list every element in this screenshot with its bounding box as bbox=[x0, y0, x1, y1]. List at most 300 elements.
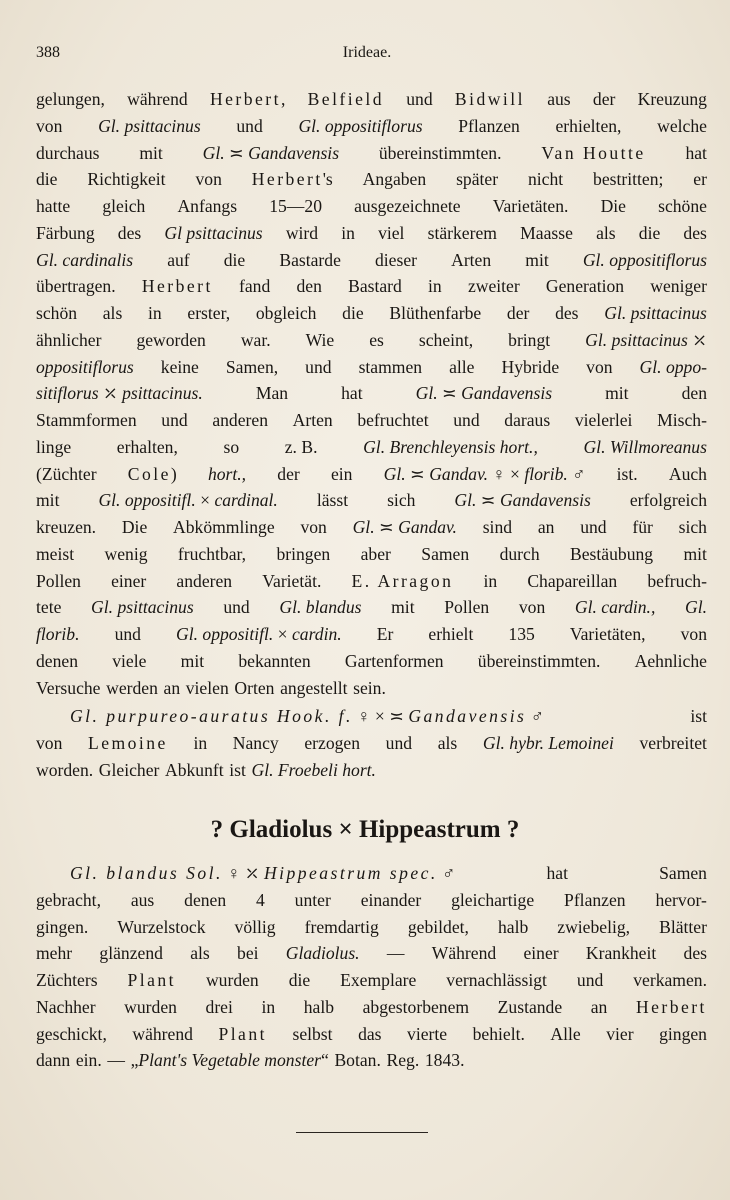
word: Bastarde bbox=[279, 249, 341, 270]
word: verkamen. bbox=[633, 970, 707, 990]
word: anderen bbox=[176, 570, 233, 591]
word: Gl. psittacinus bbox=[91, 597, 194, 618]
word: und bbox=[580, 517, 607, 537]
word: mit bbox=[683, 543, 707, 564]
word: — bbox=[107, 1050, 125, 1071]
word: Nachher bbox=[36, 996, 96, 1017]
word: Gl. psittacinus bbox=[98, 115, 201, 136]
word: schön bbox=[36, 303, 78, 323]
word: glänzend bbox=[99, 943, 163, 964]
word: Botan. bbox=[334, 1050, 381, 1071]
word: als bbox=[190, 943, 210, 964]
word: befruch- bbox=[647, 570, 707, 591]
text-line bbox=[36, 1047, 707, 1074]
word: stärkerem bbox=[427, 222, 497, 243]
word: kreuzen. bbox=[36, 517, 97, 537]
word: Herbert, bbox=[209, 89, 286, 109]
word: Plant bbox=[127, 970, 177, 990]
word: völlig bbox=[234, 916, 276, 937]
word: übertragen. bbox=[36, 276, 116, 297]
word: erzogen bbox=[304, 733, 361, 753]
word: Krankheit bbox=[585, 943, 657, 964]
word: von bbox=[300, 517, 327, 537]
word: werden bbox=[106, 677, 158, 698]
text-line bbox=[36, 166, 707, 193]
word: Aehnliche bbox=[634, 650, 707, 671]
word: Gladiolus. bbox=[285, 943, 360, 964]
word: ein. bbox=[75, 1050, 102, 1071]
word: Gl. blandus Sol. ♀ ⤫ Hippeastrum spec. ♂ bbox=[70, 863, 456, 883]
word: Plant bbox=[218, 1023, 267, 1044]
word: Gl. hybr. Lemoinei bbox=[482, 733, 614, 753]
word: 15—20 bbox=[269, 196, 322, 216]
running-title: Irideae. bbox=[342, 44, 392, 61]
word: Gl. ≍ Gandavensis bbox=[415, 383, 553, 404]
word: übereinstimmten. bbox=[477, 650, 601, 671]
word: dieser bbox=[375, 249, 418, 270]
text-line bbox=[36, 541, 707, 568]
word: keine bbox=[160, 356, 199, 377]
word: Anfangs bbox=[177, 196, 238, 216]
word: hat bbox=[685, 142, 707, 163]
word: Pollen bbox=[444, 597, 490, 618]
word: florib. bbox=[36, 624, 80, 644]
word: an bbox=[590, 996, 608, 1017]
word: Samen bbox=[659, 863, 707, 883]
word: geschickt, bbox=[36, 1023, 107, 1044]
word: der bbox=[277, 463, 300, 484]
word: Gl. cardinalis bbox=[36, 249, 134, 270]
word: „Plant's Vegetable monster“ bbox=[130, 1050, 329, 1071]
word: von bbox=[586, 356, 613, 377]
word: erster, bbox=[187, 303, 231, 323]
section-heading: ? Gladiolus × Hippeastrum ? bbox=[210, 816, 520, 843]
word: Bidwill bbox=[454, 89, 525, 109]
word: Gl. oppo- bbox=[639, 356, 707, 377]
word: sind bbox=[482, 517, 513, 537]
text-line bbox=[36, 1021, 707, 1048]
text-line bbox=[36, 594, 707, 621]
text-line bbox=[36, 380, 707, 407]
word: gebracht, bbox=[36, 889, 101, 910]
word: mit bbox=[180, 650, 205, 671]
word: Chapareillan bbox=[527, 570, 618, 591]
word: Gleicher bbox=[98, 759, 160, 780]
word: vielerlei bbox=[574, 410, 633, 430]
word: bestritten; bbox=[593, 169, 664, 190]
word: gingen. bbox=[36, 916, 89, 937]
word: denen bbox=[36, 650, 79, 671]
text-line bbox=[36, 887, 707, 914]
text-line bbox=[36, 247, 707, 274]
word: Gl. ≍ Gandavensis bbox=[454, 490, 591, 511]
word: Er bbox=[376, 624, 394, 644]
text-line bbox=[36, 568, 707, 595]
word: übereinstimmten. bbox=[378, 142, 502, 163]
word: ist. bbox=[616, 463, 638, 484]
word: stammen bbox=[358, 356, 423, 377]
word: an bbox=[537, 517, 555, 537]
text-line bbox=[36, 675, 707, 702]
word: die bbox=[288, 970, 311, 990]
word: aus bbox=[130, 889, 155, 910]
word: die bbox=[638, 222, 661, 243]
word: hort., bbox=[207, 463, 247, 484]
word: Blätter bbox=[659, 916, 707, 937]
paragraph-2 bbox=[36, 703, 707, 783]
word: und bbox=[406, 89, 433, 109]
word: sich bbox=[678, 517, 707, 537]
word: hat bbox=[341, 383, 363, 404]
word: behielt. bbox=[472, 1023, 525, 1044]
word: Abkömmlinge bbox=[173, 517, 275, 537]
word: Generation bbox=[545, 276, 625, 297]
word: Blüthenfarbe bbox=[389, 303, 482, 323]
word: ausgezeichnete bbox=[354, 196, 461, 216]
word: einer bbox=[111, 570, 147, 591]
word: bekannten bbox=[238, 650, 311, 671]
word: Stammformen bbox=[36, 410, 137, 430]
word: später bbox=[456, 169, 499, 190]
word: daraus bbox=[504, 410, 551, 430]
word: während bbox=[132, 1023, 193, 1044]
word: Gl. Brenchleyensis hort., bbox=[363, 436, 538, 457]
word: scheint, bbox=[418, 329, 474, 350]
text-line bbox=[36, 487, 707, 514]
word: mehr bbox=[36, 943, 73, 964]
word: Gartenformen bbox=[344, 650, 444, 671]
word: aus bbox=[547, 89, 571, 109]
text-line bbox=[36, 140, 707, 167]
word: der bbox=[506, 303, 530, 323]
text-line bbox=[36, 703, 707, 730]
word: in bbox=[428, 276, 442, 297]
word: anderen bbox=[212, 410, 268, 430]
word: Bestäubung bbox=[570, 543, 654, 564]
word: Man bbox=[255, 383, 289, 404]
word: für bbox=[632, 517, 653, 537]
word: Herbert's bbox=[251, 169, 333, 190]
word: hatte bbox=[36, 196, 71, 216]
word: selbst bbox=[292, 1023, 333, 1044]
word: Arten bbox=[451, 249, 492, 270]
word: welche bbox=[657, 115, 707, 136]
word: fremdartig bbox=[304, 916, 379, 937]
word: Abkunft bbox=[165, 759, 224, 780]
word: denen bbox=[184, 889, 227, 910]
word: Während bbox=[431, 943, 497, 964]
word: und bbox=[385, 733, 413, 753]
word: es bbox=[369, 329, 384, 350]
section-text bbox=[36, 860, 707, 1074]
word: mit bbox=[139, 142, 163, 163]
word: einander bbox=[360, 889, 422, 910]
word: als bbox=[437, 733, 458, 753]
word: Zustande bbox=[497, 996, 563, 1017]
word: in bbox=[341, 222, 355, 243]
word: und bbox=[161, 410, 188, 430]
word: hat bbox=[546, 863, 568, 883]
word: mit bbox=[391, 597, 415, 618]
word: durchaus bbox=[36, 142, 100, 163]
word: Gl. oppositifl. × cardinal. bbox=[98, 490, 278, 511]
word: viel bbox=[378, 222, 405, 243]
word: als bbox=[102, 303, 123, 323]
word: Belfield bbox=[307, 89, 384, 109]
text-line bbox=[36, 220, 707, 247]
word: des bbox=[555, 303, 579, 323]
text-line bbox=[36, 354, 707, 381]
word: er bbox=[693, 169, 707, 190]
word: Samen, bbox=[225, 356, 279, 377]
word: Wurzelstock bbox=[117, 916, 206, 937]
word: in bbox=[148, 303, 162, 323]
word: durch bbox=[499, 543, 540, 564]
word: vielen bbox=[185, 677, 229, 698]
word: gelungen, bbox=[36, 89, 105, 109]
word: Varietäten. bbox=[492, 196, 569, 216]
word: zweiter bbox=[467, 276, 520, 297]
word: Orten bbox=[234, 677, 275, 698]
word: wird bbox=[285, 222, 319, 243]
word: mit bbox=[605, 383, 629, 404]
word: von bbox=[36, 733, 63, 753]
word: Hybride bbox=[501, 356, 560, 377]
word: unter bbox=[294, 889, 331, 910]
text-line bbox=[36, 193, 707, 220]
word: erhielten, bbox=[555, 115, 622, 136]
word: hervor- bbox=[655, 889, 707, 910]
word: und bbox=[576, 970, 604, 990]
word: ein bbox=[330, 463, 353, 484]
word: in bbox=[261, 996, 276, 1017]
word: Die bbox=[600, 196, 626, 216]
word: angestellt bbox=[280, 677, 348, 698]
word: Gl. bbox=[685, 597, 707, 618]
word: sein. bbox=[353, 677, 386, 698]
word: von bbox=[195, 169, 222, 190]
text-line bbox=[36, 940, 707, 967]
word: gingen bbox=[659, 1023, 707, 1044]
word: Herbert bbox=[635, 996, 707, 1017]
word: Van Houtte bbox=[541, 142, 646, 163]
word: vernachlässigt bbox=[446, 970, 547, 990]
word: fruchtbar, bbox=[177, 543, 247, 564]
page-number: 388 bbox=[36, 44, 60, 61]
word: E. Arragon bbox=[351, 570, 454, 591]
word: und bbox=[236, 115, 263, 136]
word: vier bbox=[606, 1023, 634, 1044]
word: Cole) bbox=[127, 463, 177, 484]
word: 1843. bbox=[424, 1050, 465, 1071]
word: war. bbox=[240, 329, 271, 350]
word: und bbox=[223, 597, 250, 618]
word: Nancy bbox=[232, 733, 279, 753]
word: ist bbox=[690, 706, 707, 727]
word: Varietät. bbox=[262, 570, 322, 591]
text-line bbox=[36, 407, 707, 434]
word: ist bbox=[229, 759, 246, 780]
text-line bbox=[36, 273, 707, 300]
text-line bbox=[36, 86, 707, 113]
word: Alle bbox=[550, 1023, 581, 1044]
word: halb bbox=[497, 916, 529, 937]
word: Gl. Froebeli hort. bbox=[251, 759, 376, 780]
word: Gl. oppositifl. × cardin. bbox=[176, 624, 342, 644]
word: Gl. blandus bbox=[279, 597, 362, 618]
word: des bbox=[683, 943, 707, 964]
word: einer bbox=[523, 943, 559, 964]
word: gleichartige bbox=[451, 889, 535, 910]
word: Gl. ≍ Gandavensis bbox=[202, 142, 340, 163]
word: fand bbox=[239, 276, 271, 297]
word: in bbox=[483, 570, 498, 591]
word: Angaben bbox=[362, 169, 427, 190]
word: verbreitet bbox=[639, 733, 707, 753]
word: während bbox=[127, 89, 188, 109]
word: Auch bbox=[668, 463, 707, 484]
word: oppositiflorus bbox=[36, 356, 134, 377]
word: die bbox=[342, 303, 364, 323]
word: schöne bbox=[658, 196, 707, 216]
text-line bbox=[36, 461, 707, 488]
word: halb bbox=[303, 996, 335, 1017]
word: mit bbox=[525, 249, 549, 270]
word: — bbox=[386, 943, 405, 964]
text-line bbox=[36, 860, 707, 887]
word: Wie bbox=[305, 329, 335, 350]
paragraph-1 bbox=[36, 86, 707, 701]
word: dann bbox=[36, 1050, 71, 1071]
word: aber bbox=[360, 543, 391, 564]
word: tete bbox=[36, 597, 62, 618]
word: Gl. purpureo-auratus Hook. f. ♀ × ≍ Gandavensis ♂ bbox=[70, 706, 544, 727]
word: Misch- bbox=[657, 410, 707, 430]
text-line bbox=[36, 621, 707, 648]
word: sitiflorus ⤫ psittacinus. bbox=[36, 383, 203, 404]
word: als bbox=[596, 222, 616, 243]
word: wurden bbox=[205, 970, 259, 990]
word: Pflanzen bbox=[564, 889, 626, 910]
word: Herbert bbox=[141, 276, 213, 297]
word: Versuche bbox=[36, 677, 101, 698]
word: Färbung bbox=[36, 222, 95, 243]
word: nicht bbox=[527, 169, 564, 190]
word: zwiebelig, bbox=[557, 916, 631, 937]
word: vierte bbox=[407, 1023, 448, 1044]
word: erhielt bbox=[428, 624, 474, 644]
word: 135 bbox=[508, 624, 535, 644]
word: z. B. bbox=[284, 436, 318, 457]
word: Arten bbox=[292, 410, 333, 430]
word: mit bbox=[36, 490, 60, 511]
word: geworden bbox=[136, 329, 206, 350]
text-line bbox=[36, 757, 707, 784]
word: das bbox=[358, 1023, 382, 1044]
word: alle bbox=[449, 356, 475, 377]
word: Lemoine bbox=[88, 733, 168, 753]
text-line bbox=[36, 113, 707, 140]
word: weniger bbox=[650, 276, 707, 297]
word: linge bbox=[36, 436, 72, 457]
word: Züchters bbox=[36, 970, 98, 990]
word: viele bbox=[112, 650, 147, 671]
word: den bbox=[681, 383, 707, 404]
word: wurden bbox=[124, 996, 177, 1017]
word: bei bbox=[237, 943, 259, 964]
text-line bbox=[36, 730, 707, 757]
word: in bbox=[193, 733, 208, 753]
word: so bbox=[223, 436, 240, 457]
word: von bbox=[518, 597, 546, 618]
text-line bbox=[36, 300, 707, 327]
word: die bbox=[36, 169, 58, 190]
word: 4 bbox=[256, 889, 265, 910]
word: Kreuzung bbox=[637, 89, 707, 109]
word: von bbox=[680, 624, 707, 644]
word: wenig bbox=[104, 543, 148, 564]
word: der bbox=[592, 89, 616, 109]
word: abgestorbenem bbox=[362, 996, 470, 1017]
word: bringen bbox=[276, 543, 331, 564]
word: sich bbox=[387, 490, 416, 511]
word: worden. bbox=[36, 759, 94, 780]
paragraph-3 bbox=[36, 860, 707, 1074]
text-line bbox=[36, 514, 707, 541]
word: Gl. psittacinus bbox=[604, 303, 707, 323]
word: und bbox=[114, 624, 141, 644]
text-line bbox=[36, 648, 707, 675]
text-line bbox=[36, 434, 707, 461]
footnote-rule bbox=[296, 1132, 428, 1133]
word: Samen bbox=[421, 543, 470, 564]
word: des bbox=[683, 222, 707, 243]
word: erfolgreich bbox=[629, 490, 707, 511]
word: meist bbox=[36, 543, 75, 564]
word: auf bbox=[167, 249, 190, 270]
word: lässt bbox=[316, 490, 349, 511]
word: gebildet, bbox=[407, 916, 469, 937]
word: Die bbox=[121, 517, 148, 537]
word: Richtigkeit bbox=[87, 169, 166, 190]
word: Exemplare bbox=[340, 970, 417, 990]
word: bringt bbox=[508, 329, 551, 350]
text-line bbox=[36, 914, 707, 941]
word: Maasse bbox=[520, 222, 573, 243]
word: des bbox=[117, 222, 142, 243]
word: befruchtet bbox=[357, 410, 429, 430]
word: Gl. ≍ Gandav. ♀ × florib. ♂ bbox=[383, 463, 586, 484]
page-header bbox=[36, 44, 698, 68]
text-line bbox=[36, 994, 707, 1021]
word: Gl. oppositiflorus bbox=[582, 249, 707, 270]
word: Pollen bbox=[36, 570, 81, 591]
word: den bbox=[296, 276, 322, 297]
word: Gl. oppositiflorus bbox=[298, 115, 423, 136]
word: Pflanzen bbox=[458, 115, 520, 136]
word: Gl. Willmoreanus bbox=[583, 436, 707, 457]
body-text bbox=[36, 86, 707, 784]
word: gleich bbox=[102, 196, 146, 216]
word: Gl. ≍ Gandav. bbox=[352, 517, 457, 537]
word: die bbox=[223, 249, 246, 270]
word: von bbox=[36, 115, 63, 136]
word: Gl. psittacinus ⤫ bbox=[585, 329, 707, 350]
text-line bbox=[36, 967, 707, 994]
text-line bbox=[36, 327, 707, 354]
word: Bastard bbox=[348, 276, 402, 297]
word: Varietäten, bbox=[569, 624, 646, 644]
